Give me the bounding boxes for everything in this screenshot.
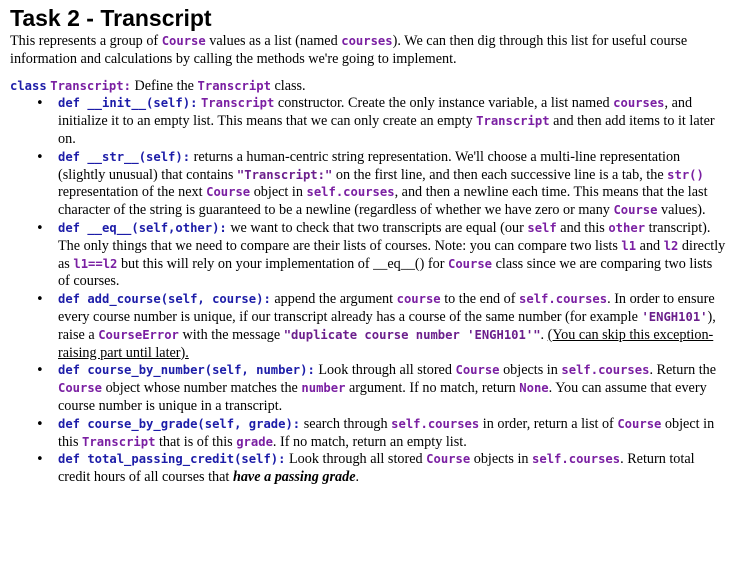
- method-str: • def __str__(self): returns a human-centric string representation. We'll choose a multi-line representation (slightly unusual) that contains "Transcript:" on the first line, and then each successive line is a tab, the str() representation of the next Course object in self.courses, and then a newline each time. This means that the last character of the string is guaranteed to be a newline (regardless of whether we have zero or many Course values).: [58, 149, 726, 220]
- method-add-course: • def add_course(self, course): append the argument course to the end of self.courses. In order to ensure every course number is unique, if our transcript already has a course of the same number (for example 'ENGH101'), raise a CourseError with the message "duplicate course number 'ENGH101'". (You can skip this exception-raising part until later).: [58, 291, 726, 362]
- method-total-passing-credit: • def total_passing_credit(self): Look through all stored Course objects in self.courses. Return total credit hours of all courses that have a passing grade.: [58, 451, 726, 487]
- method-eq: • def __eq__(self,other): we want to check that two transcripts are equal (our self and this other transcript). The only things that we need to compare are their lists of courses. Note: you can compare two lists l1 and l2 directly as l1==l2 but this will rely on your implementation of __eq__() for Course class since we are comparing two lists of courses.: [58, 220, 726, 291]
- method-course-by-number: • def course_by_number(self, number): Look through all stored Course objects in self.courses. Return the Course object whose number matches the number argument. If no match, return None. You can assume that every course number is unique in a transcript.: [58, 362, 726, 415]
- method-list: [10, 95, 726, 487]
- skip-exception-note: (You can skip this exception-raising part until later).: [58, 326, 714, 361]
- class-definition-line: class Transcript: Define the Transcript class.: [10, 77, 306, 94]
- intro-paragraph: This represents a group of Course values as a list (named courses). We can then dig through this list for useful course information and calculations by calling the methods we're going to implement.: [10, 33, 688, 67]
- method-init: • def __init__(self): Transcript constructor. Create the only instance variable, a list named courses, and initialize it to an empty list. This means that we can only create an empty Transcript and then add items to it later on.: [58, 95, 726, 148]
- method-course-by-grade: • def course_by_grade(self, grade): search through self.courses in order, return a list of Course object in this Transcript that is of this grade. If no match, return an empty list.: [58, 416, 726, 452]
- page-title: Task 2 - Transcript: [10, 5, 212, 31]
